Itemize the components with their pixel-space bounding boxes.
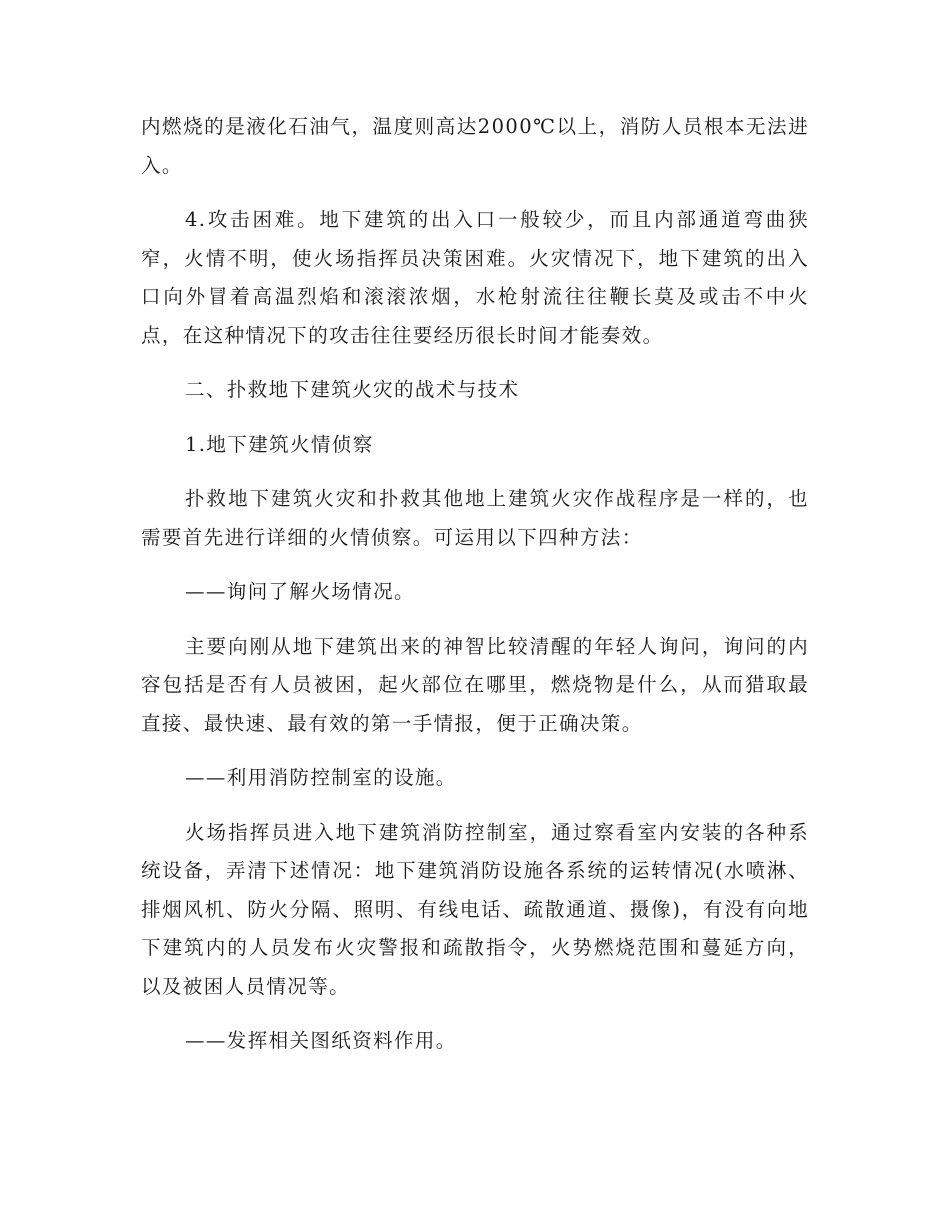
- method-heading-3: ——发挥相关图纸资料作用。: [185, 1029, 457, 1052]
- section-heading: 二、扑救地下建筑火灾的战术与技术: [185, 378, 520, 401]
- document-body: [141, 108, 809, 1077]
- method-heading-2: ——利用消防控制室的设施。: [185, 766, 457, 789]
- paragraph-0: 内燃烧的是液化石油气，温度则高达2000℃以上，消防人员根本无法进入。: [141, 115, 809, 177]
- paragraph-4: 扑救地下建筑火灾和扑救其他地上建筑火灾作战程序是一样的，也需要首先进行详细的火情侦察。可运用以下四种方法：: [141, 487, 809, 549]
- paragraph-8: 火场指挥员进入地下建筑消防控制室，通过察看室内安装的各种系统设备，弄清下述情况：地下建筑消防设施各系统的运转情况(水喷淋、排烟风机、防火分隔、照明、有线电话、疏散通道、摄像)，有没有向地下建筑内的人员发布火灾警报和疏散指令，火势燃烧范围和蔓延方向，以及被困人员情况等。: [141, 820, 809, 998]
- paragraph-6: 主要向刚从地下建筑出来的神智比较清醒的年轻人询问，询问的内容包括是否有人员被困，起火部位在哪里，燃烧物是什么，从而猎取最直接、最快速、最有效的第一手情报，便于正确决策。: [141, 634, 809, 735]
- subsection-heading: 1.地下建筑火情侦察: [185, 432, 374, 456]
- paragraph-1: 4.攻击困难。地下建筑的出入口一般较少，而且内部通道弯曲狭窄，火情不明，使火场指挥员决策困难。火灾情况下，地下建筑的出入口向外冒着高温烈焰和滚滚浓烟，水枪射流往往鞭长莫及或击不中火点，在这种情况下的攻击往往要经历很长时间才能奏效。: [141, 208, 809, 347]
- method-heading-1: ——询问了解火场情况。: [185, 580, 415, 603]
